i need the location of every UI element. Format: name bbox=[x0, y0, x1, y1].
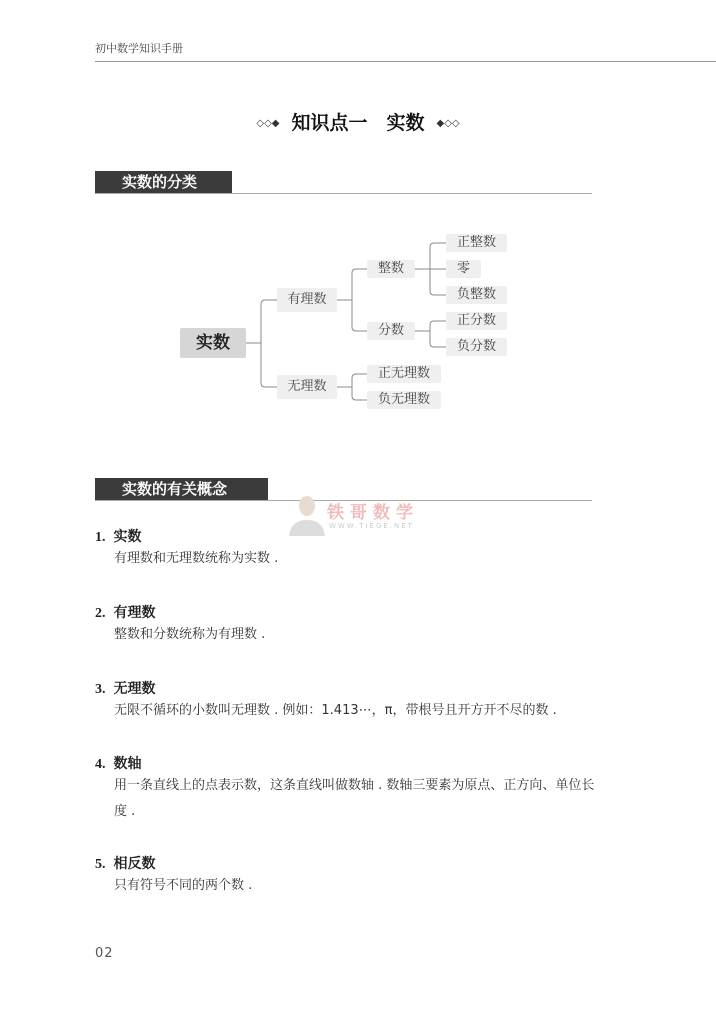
node-integer: 整数 bbox=[367, 260, 415, 278]
connector-rational bbox=[337, 269, 367, 331]
ornament-right: ◆◇◇ bbox=[436, 118, 460, 129]
connector-fraction bbox=[415, 321, 446, 347]
watermark bbox=[287, 492, 419, 540]
node-fraction: 分数 bbox=[367, 322, 415, 340]
watermark-name: 铁哥数学 bbox=[327, 503, 419, 523]
title-text: 知识点一 实数 bbox=[291, 112, 425, 134]
item-body-5: 只有符号不同的两个数 . bbox=[114, 878, 253, 893]
item-title-4: 4. 数轴 bbox=[95, 756, 142, 772]
item-title-1: 1. 实数 bbox=[95, 529, 142, 545]
section-heading-concepts: 实数的有关概念 bbox=[95, 478, 268, 500]
page-number: 02 bbox=[95, 946, 114, 961]
node-negative-fraction: 负分数 bbox=[446, 338, 507, 356]
item-body-4: 用一条直线上的点表示数，这条直线叫做数轴 . 数轴三要素为原点、正方向、单位长度 . bbox=[114, 778, 595, 819]
connector-irrational bbox=[337, 374, 367, 400]
node-negative-integer: 负整数 bbox=[446, 286, 507, 304]
node-positive-integer: 正整数 bbox=[446, 234, 507, 252]
node-real-number: 实数 bbox=[180, 328, 246, 358]
node-positive-irrational: 正无理数 bbox=[367, 365, 441, 383]
node-zero: 零 bbox=[446, 260, 481, 278]
node-irrational: 无理数 bbox=[277, 375, 337, 399]
watermark-avatar-icon bbox=[287, 492, 327, 536]
node-positive-fraction: 正分数 bbox=[446, 312, 507, 330]
node-rational: 有理数 bbox=[277, 288, 337, 312]
node-negative-irrational: 负无理数 bbox=[367, 391, 441, 409]
connector-root bbox=[246, 300, 277, 387]
item-title-2: 2. 有理数 bbox=[95, 605, 156, 621]
section-heading-classification: 实数的分类 bbox=[95, 171, 232, 193]
item-title-5: 5. 相反数 bbox=[95, 856, 156, 872]
item-body-2: 整数和分数统称为有理数 . bbox=[114, 627, 266, 642]
connector-integer bbox=[415, 243, 446, 295]
running-header: 初中数学知识手册 bbox=[95, 42, 183, 55]
item-title-3: 3. 无理数 bbox=[95, 681, 156, 697]
tree-connectors bbox=[0, 0, 716, 500]
ornament-left: ◇◇◆ bbox=[256, 118, 280, 129]
item-body-3: 无限不循环的小数叫无理数 . 例如：1.413⋯，π，带根号且开方开不尽的数 . bbox=[114, 703, 557, 718]
watermark-site: WWW.TIEGE.NET bbox=[329, 522, 414, 530]
item-body-1: 有理数和无理数统称为实数 . bbox=[114, 551, 279, 566]
